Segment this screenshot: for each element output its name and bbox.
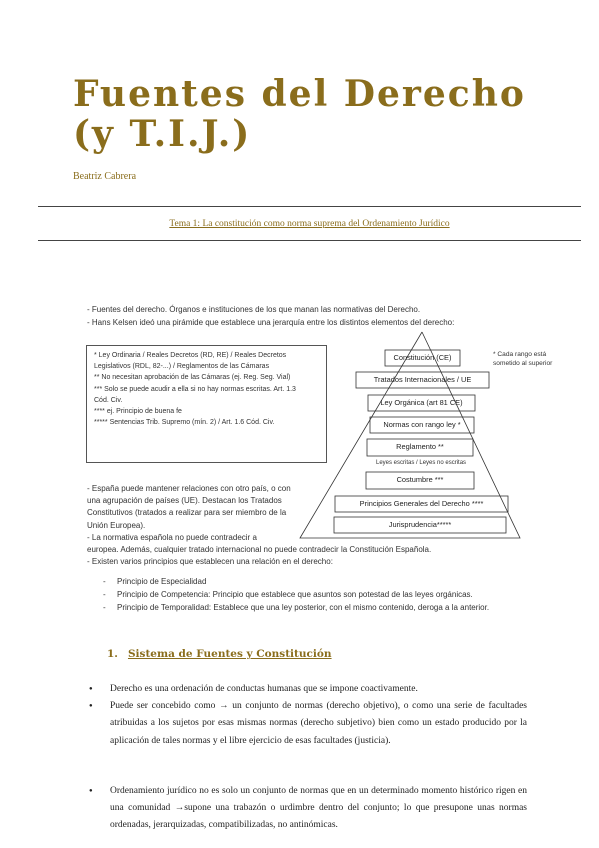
- section-title: Sistema de Fuentes y Constitución: [127, 648, 332, 660]
- principles-list: [117, 575, 489, 614]
- principle-item: - Principio de Temporalidad: Establece que una ley posterior, con el mismo contenido, deroga a la anterior.: [117, 601, 489, 614]
- pyramid-side-note: * Cada rango está sometido al superior: [493, 351, 553, 367]
- section-number: 1.: [107, 648, 118, 660]
- divider-top: [38, 206, 581, 207]
- pyramid-level-normas-rango-ley: Normas con rango ley *: [383, 420, 461, 429]
- legend-line: ** No necesitan aprobación de las Cámaras (ej. Reg. Seg. Vial): [94, 374, 291, 382]
- intro-line-2: - Hans Kelsen ideó una pirámide que establece una jerarquía entre los distintos elementos del derecho:: [87, 318, 455, 327]
- pyramid-level-principios: Principios Generales del Derecho ****: [359, 499, 484, 508]
- principle-item: - Principio de Especialidad: [117, 575, 489, 588]
- list-item: ● Ordenamiento jurídico no es solo un conjunto de normas que en un determinado momento histórico rigen en una comunidad →supone una trabazón o urdimbre dentro del conjunto; lo que presupone unas normas ordenadas, jerarquizadas, compatibilizadas, no antinómicas.: [86, 783, 527, 835]
- legend-line: Cód. Civ.: [94, 396, 123, 404]
- list-item: ● Puede ser concebido como → un conjunto de normas (derecho objetivo), o como una serie de facultades atribuidas a los sujetos por esas mismas normas (derecho subjetivo) bien como un estado producido por la aplicación de tales normas y el libre ejercicio de esas facultades (justicia).: [86, 698, 527, 750]
- bullet-list-2: [86, 783, 527, 835]
- legend-line: Legislativos (RDL, 82-...) / Reglamentos de las Cámaras: [94, 363, 270, 371]
- pyramid-level-constitucion: Constitución (CE): [393, 353, 452, 362]
- legend-line: * Ley Ordinaria / Reales Decretos (RD, RE) / Reales Decretos: [94, 352, 287, 359]
- normativa-paragraph-end: europea. Además, cualquier tratado internacional no puede contradecir la Constitución Española.: [87, 545, 432, 554]
- principles-intro: - Existen varios principios que establecen una relación en el derecho:: [87, 557, 333, 566]
- legend-line: *** Solo se puede acudir a ella si no hay normas escritas. Art. 1.3: [94, 385, 296, 393]
- pyramid-level-ley-organica: Ley Orgánica (art 81 CE): [380, 398, 463, 407]
- divider-bottom: [38, 240, 581, 241]
- list-item: ● Derecho es una ordenación de conductas humanas que se impone coactivamente.: [86, 681, 527, 698]
- topic-heading: Tema 1: La constitución como norma suprema del Ordenamiento Jurídico: [169, 219, 450, 229]
- intro-line-1: - Fuentes del derecho. Órganos e instituciones de los que manan las normativas del Derecho.: [87, 305, 421, 314]
- bullet-list-1: [86, 681, 527, 750]
- document-title: Fuentes del Derecho (y T.I.J.): [73, 73, 526, 155]
- principle-item: - Principio de Competencia: Principio que establece que asuntos son potestad de las leyes orgánicas.: [117, 588, 489, 601]
- legend-line: ***** Sentencias Trib. Supremo (mín. 2) / Art. 1.6 Cód. Civ.: [94, 419, 275, 427]
- pyramid-level-costumbre: Costumbre ***: [396, 475, 444, 484]
- section-heading: [107, 648, 332, 660]
- author: Beatriz Cabrera: [73, 171, 137, 182]
- pyramid-level-jurisprudencia: Jurisprudencia*****: [388, 520, 452, 529]
- normativa-paragraph-start: - La normativa española no puede contradecir a: [87, 533, 257, 542]
- pyramid-level-reglamento: Reglamento **: [396, 442, 444, 451]
- pyramid-level-tratados: Tratados Internacionales / UE: [373, 375, 472, 384]
- relations-paragraph: - España puede mantener relaciones con otro país, o con una agrupación de países (UE). Destacan los Tratados Constitutivos (tratados a realizar para ser miembro de la Unión Europea).: [87, 484, 291, 530]
- legend-line: **** ej. Principio de buena fe: [94, 408, 182, 416]
- pyramid-written-note: Leyes escritas / Leyes no escritas: [376, 460, 467, 466]
